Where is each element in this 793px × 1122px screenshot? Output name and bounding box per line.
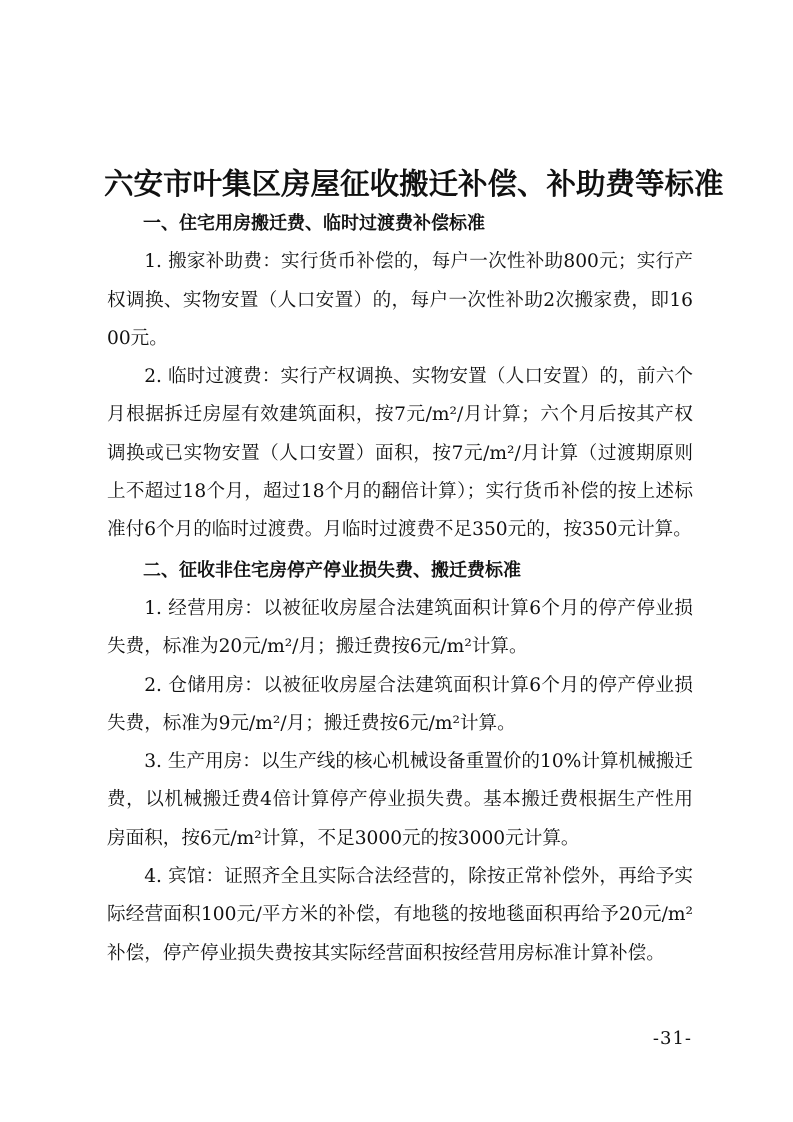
section-heading: 二、征收非住宅房停产停业损失费、搬迁费标准 — [143, 559, 521, 581]
document-title: 六安市叶集区房屋征收搬迁补偿、补助费等标准 — [104, 166, 724, 201]
paragraph: 3. 生产用房：以生产线的核心机械设备重置价的10%计算机械搬迁费，以机械搬迁费4倍计算停产停业损失费。基本搬迁费根据生产性用房面积，按6元/m²计算，不足3000元的按3000元计算。 — [107, 751, 693, 849]
page-number: -31- — [652, 1028, 692, 1049]
paragraph: 2. 临时过渡费：实行产权调换、实物安置（人口安置）的，前六个月根据拆迁房屋有效建筑面积，按7元/m²/月计算；六个月后按其产权调换或已实物安置（人口安置）面积，按7元/m²/月计算（过渡期原则上不超过18个月，超过18个月的翻倍计算）；实行货币补偿的按上述标准付6个月的临时过渡费。月临时过渡费不足350元的，按350元计算。 — [107, 366, 693, 541]
document-body — [107, 203, 693, 973]
paragraph: 1. 经营用房：以被征收房屋合法建筑面积计算6个月的停产停业损失费，标准为20元/m²/月；搬迁费按6元/m²计算。 — [107, 597, 693, 658]
paragraph: 1. 搬家补助费：实行货币补偿的，每户一次性补助800元；实行产权调换、实物安置（人口安置）的，每户一次性补助2次搬家费，即1600元。 — [107, 251, 693, 349]
paragraph: 2. 仓储用房：以被征收房屋合法建筑面积计算6个月的停产停业损失费，标准为9元/m²/月；搬迁费按6元/m²计算。 — [107, 674, 693, 734]
paragraph: 4. 宾馆：证照齐全且实际合法经营的，除按正常补偿外，再给予实际经营面积100元/平方米的补偿，有地毯的按地毯面积再给予20元/m²补偿，停产停业损失费按其实际经营面积按经营用房标准计算补偿。 — [107, 866, 693, 964]
section-heading: 一、住宅用房搬迁费、临时过渡费补偿标准 — [143, 213, 485, 234]
